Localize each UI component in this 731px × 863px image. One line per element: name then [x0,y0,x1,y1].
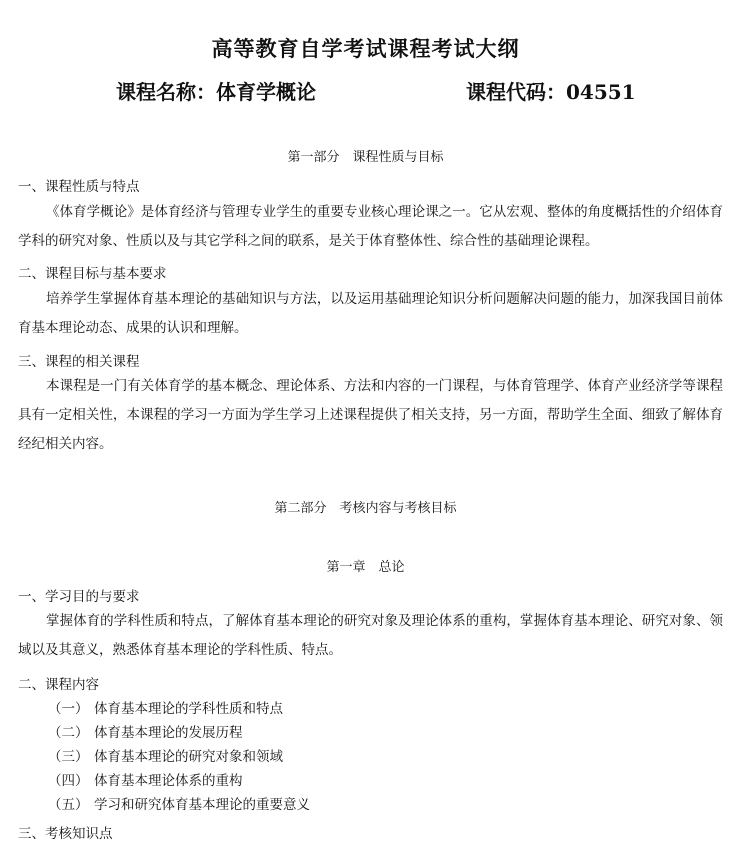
section-heading: 二、课程目标与基本要求 [18,266,167,282]
list-item-text: 体育基本理论的研究对象和领域 [94,749,283,765]
section-heading: 三、考核知识点 [18,826,113,842]
page-title: 高等教育自学考试课程考试大纲 [211,36,520,61]
chapter-heading: 第一章 总论 [326,560,405,575]
list-item [48,793,310,813]
list-item-number: （二） [48,725,89,741]
list-item [48,769,243,789]
section-paragraph: 本课程是一门有关体育学的基本概念、理论体系、方法和内容的一门课程，与体育管理学、体育产业经济学等课程具有一定相关性，本课程的学习一方面为学生学习上述课程提供了相关支持，另一方面，帮助学生全面、细致了解体育经纪相关内容。 [18,378,723,452]
list-item [48,721,243,741]
list-item-text: 学习和研究体育基本理论的重要意义 [94,797,310,813]
part2-heading: 第二部分 考核内容与考核目标 [274,501,457,516]
section-paragraph: 掌握体育的学科性质和特点，了解体育基本理论的研究对象及理论体系的重构，掌握体育基本理论、研究对象、领域以及其意义，熟悉体育基本理论的学科性质、特点。 [18,613,723,658]
list-item [48,697,283,717]
list-item-text: 体育基本理论的发展历程 [94,725,243,741]
list-item-number: （三） [48,749,89,765]
list-item-number: （一） [48,701,89,717]
list-item-text: 体育基本理论体系的重构 [94,773,243,789]
course-name: 课程名称：体育学概论 [116,80,316,104]
course-code: 课程代码：04551 [466,80,636,104]
section-paragraph: 培养学生掌握体育基本理论的基础知识与方法，以及运用基础理论知识分析问题解决问题的能力，加深我国目前体育基本理论动态、成果的认识和理解。 [18,291,723,336]
part1-heading: 第一部分 课程性质与目标 [287,150,444,165]
section-heading: 二、课程内容 [18,677,99,693]
section-heading: 三、课程的相关课程 [18,354,140,370]
list-item-number: （五） [48,797,89,813]
section-heading: 一、学习目的与要求 [18,589,140,605]
list-item-number: （四） [48,773,89,789]
section-heading: 一、课程性质与特点 [18,179,140,195]
list-item [48,745,283,765]
list-item-text: 体育基本理论的学科性质和特点 [94,701,283,717]
section-paragraph: 《体育学概论》是体育经济与管理专业学生的重要专业核心理论课之一。它从宏观、整体的角度概括性的介绍体育学科的研究对象、性质以及与其它学科之间的联系，是关于体育整体性、综合性的基础理论课程。 [18,204,723,249]
